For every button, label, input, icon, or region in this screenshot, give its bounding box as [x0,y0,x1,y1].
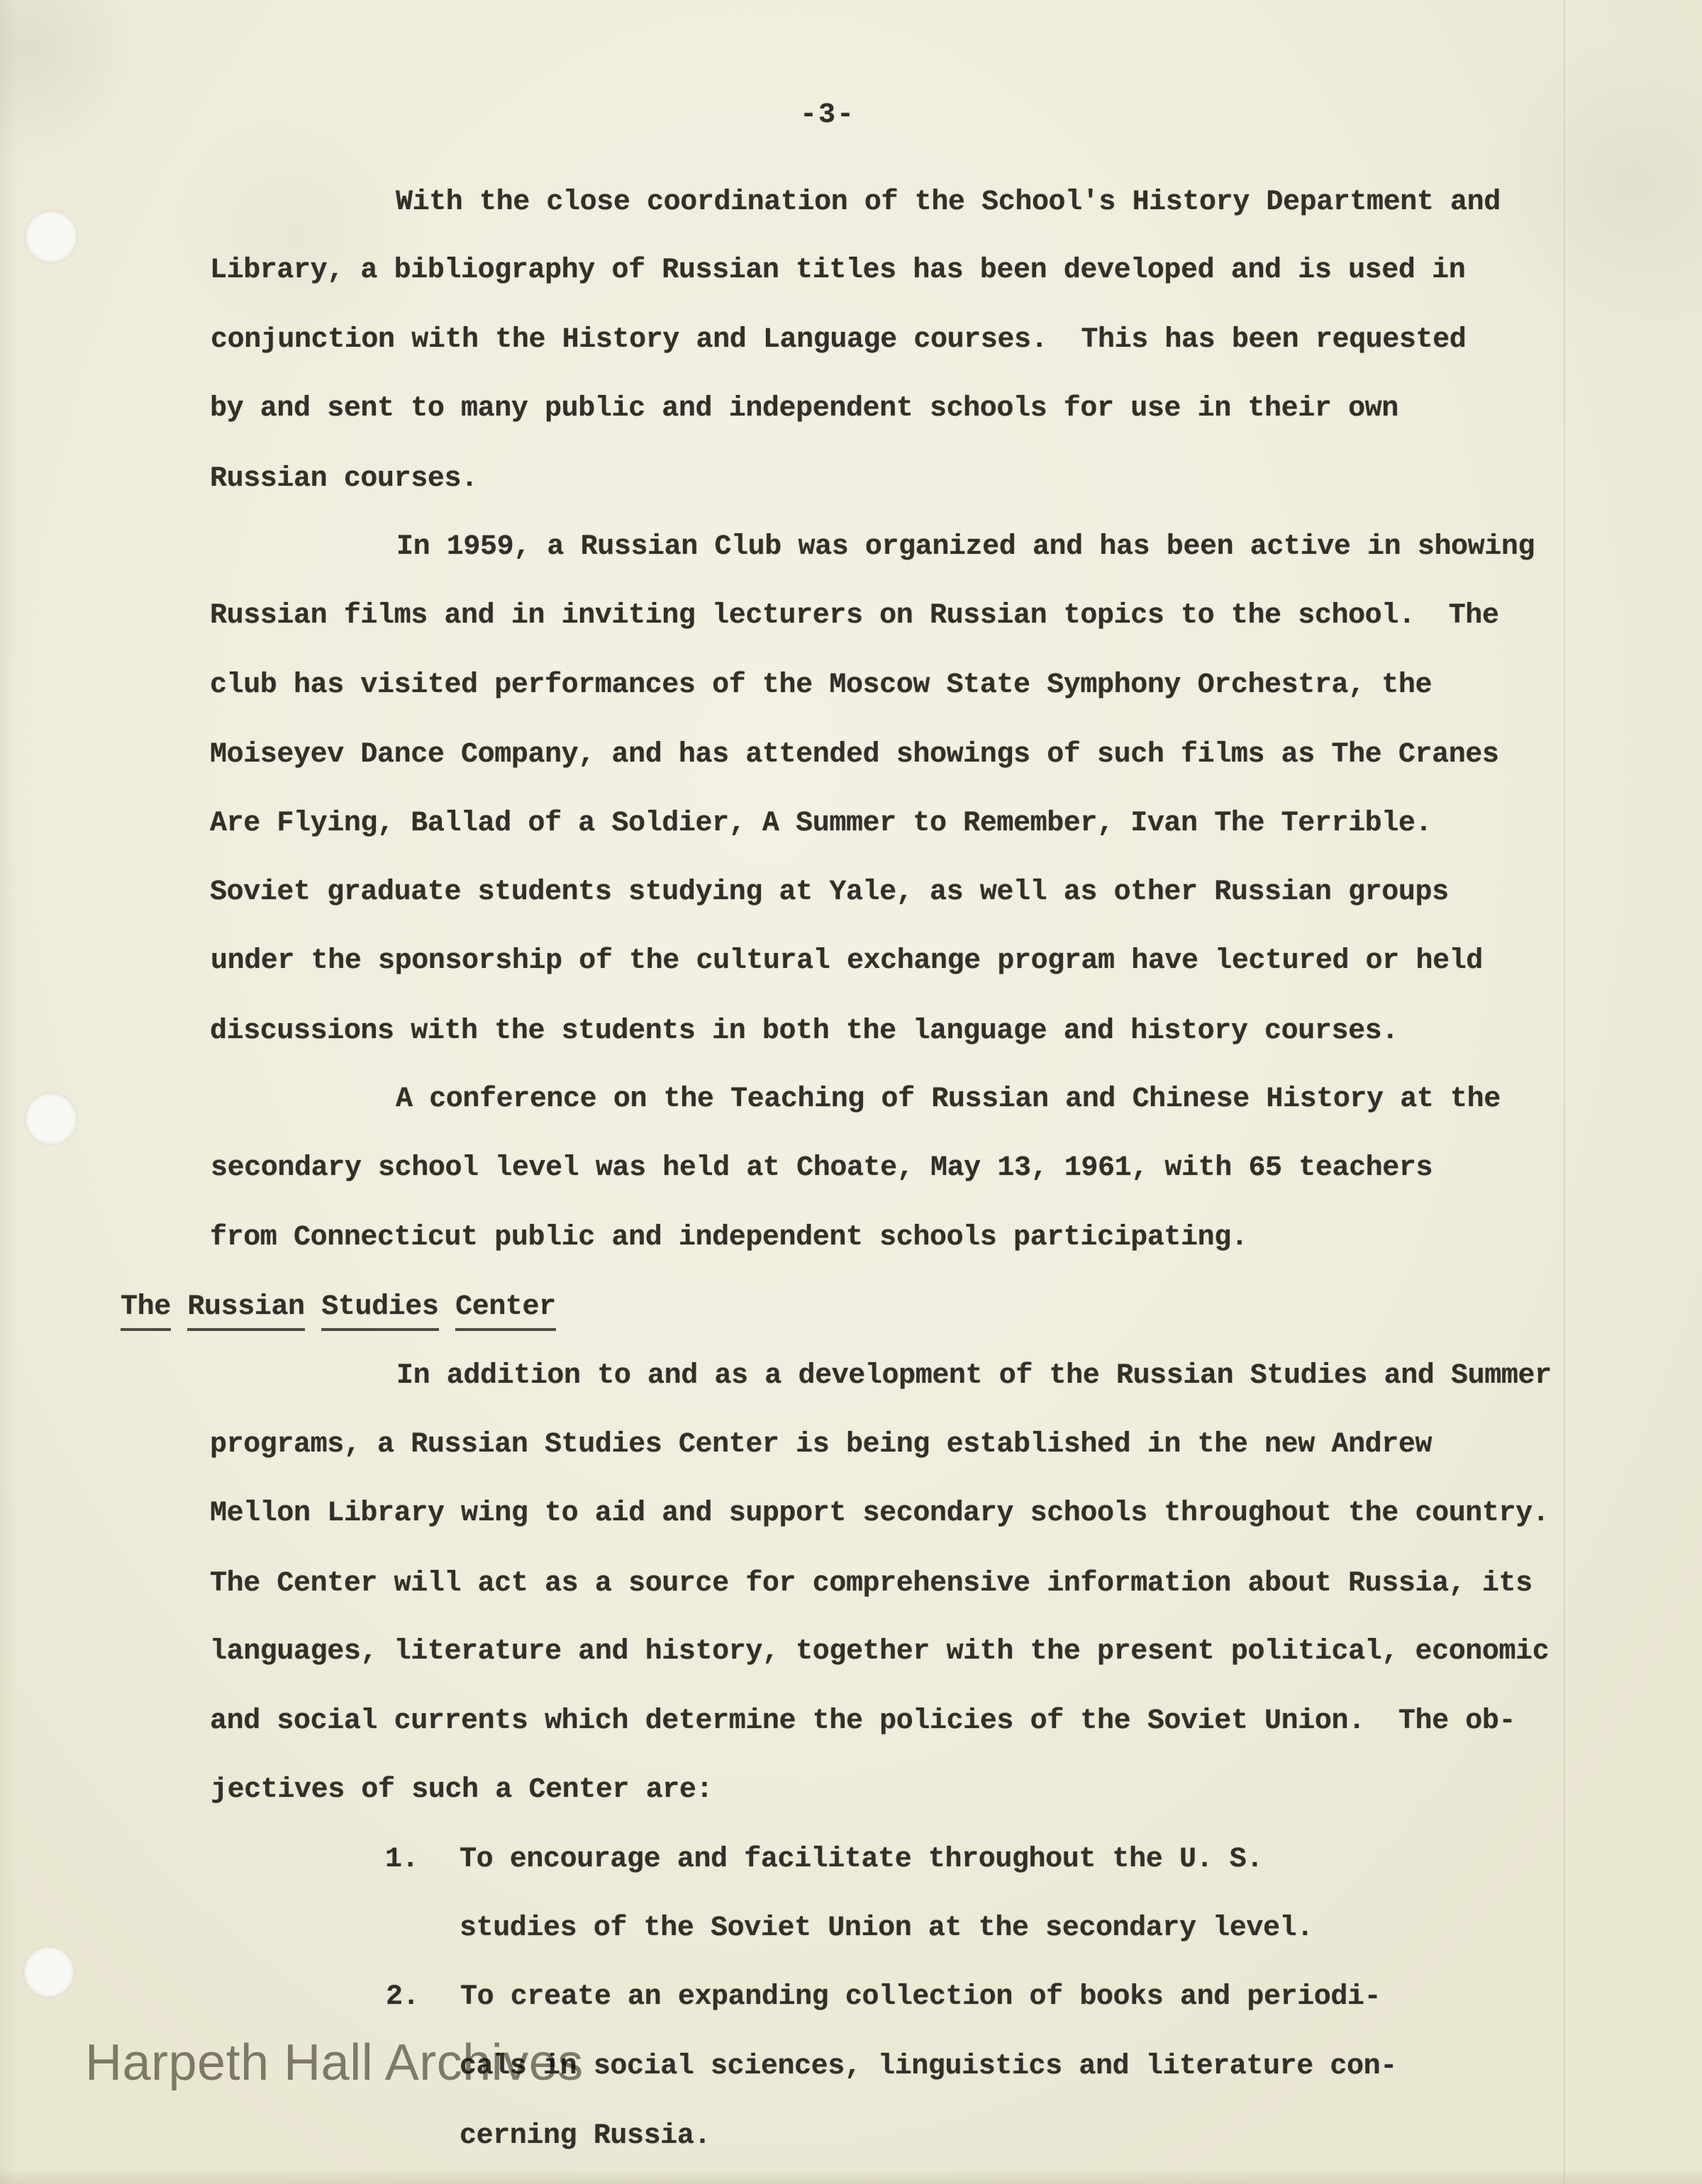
text-line: In 1959, a Russian Club was organized and has been active in showing [396,530,1535,563]
text-line: The Center will act as a source for comprehensive information about Russia, its [210,1567,1533,1600]
underlined-word: Russian [187,1291,304,1331]
page-number: -3- [800,99,856,131]
text-line: Library, a bibliography of Russian titles has been developed and is used in [210,255,1466,287]
text-line: from Connecticut public and independent schools participating. [210,1221,1248,1254]
text-line: Russian courses. [210,462,478,495]
text-line: Mellon Library wing to aid and support secondary schools throughout the country. [210,1498,1550,1530]
typewritten-text [121,167,1628,2170]
text-line: Soviet graduate students studying at Yale, as well as other Russian groups [210,876,1449,908]
text-line: and social currents which determine the policies of the Soviet Union. The ob- [210,1705,1516,1737]
text-line: cerning Russia. [460,2119,711,2152]
underlined-word: Studies [321,1291,438,1331]
text-line: Are Flying, Ballad of a Soldier, A Summer to Remember, Ivan The Terrible. [210,807,1433,840]
section-heading [121,1273,1628,1342]
punch-hole-bottom [24,1947,74,1997]
text-line: Moiseyev Dance Company, and has attended showings of such films as The Cranes [210,739,1499,771]
underlined-word: Center [455,1291,556,1331]
text-line: 1. To encourage and facilitate throughout the U. S. [210,1825,1628,1894]
text-line: With the close coordination of the School's History Department and [396,186,1501,218]
list-number: 1. [385,1844,419,1876]
text-line: conjunction with the History and Language courses. This has been requested [211,323,1467,356]
text-line: studies of the Soviet Union at the secondary level. [460,1912,1313,1944]
text-line: 2. To create an expanding collection of books and periodi- [211,1963,1629,2032]
punch-hole-middle [26,1093,77,1144]
text-line: discussions with the students in both the language and history courses. [210,1015,1398,1047]
punch-hole-top [26,211,77,262]
text-line: cals in social sciences, linguistics and literature con- [460,2050,1397,2083]
text-line: A conference on the Teaching of Russian and Chinese History at the [396,1083,1501,1116]
archive-watermark: Harpeth Hall Archives [85,2034,584,2091]
underlined-word: The [121,1291,171,1331]
text-line: languages, literature and history, together with the present political, economic [210,1636,1550,1668]
text-line: In addition to and as a development of the Russian Studies and Summer [396,1359,1552,1392]
text-line: Russian films and in inviting lecturers on Russian topics to the school. The [210,600,1499,633]
text-line: jectives of such a Center are: [211,1773,713,1806]
text-line: by and sent to many public and independent schools for use in their own [210,393,1398,425]
text-line: programs, a Russian Studies Center is being established in the new Andrew [210,1429,1433,1461]
text-line: club has visited performances of the Moscow State Symphony Orchestra, the [210,669,1433,701]
text-line: under the sponsorship of the cultural exchange program have lectured or held [211,945,1483,978]
list-number: 2. [386,1981,420,2014]
text-line: secondary school level was held at Choate, May 13, 1961, with 65 teachers [211,1152,1433,1185]
